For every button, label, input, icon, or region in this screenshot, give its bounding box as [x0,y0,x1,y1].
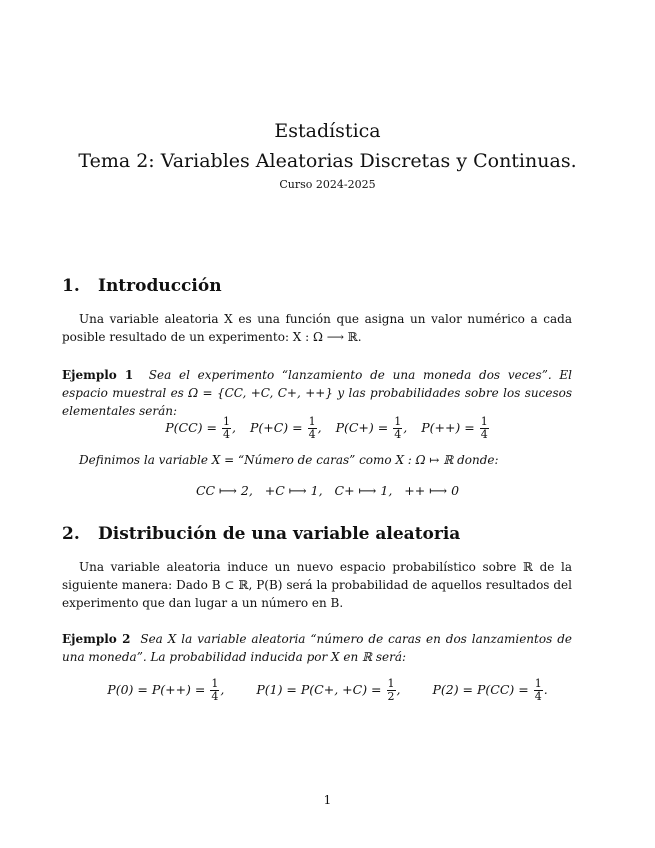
eq2-frac-p0: $\frac{1}{4}$ [211,677,219,703]
eq1-frac-cp: $\frac{1}{4}$ [394,415,402,441]
eq1-term-pp: P(++) = [421,420,475,435]
eq1-frac-cc: $\frac{1}{4}$ [223,415,230,441]
example-2-text: Sea X la variable aleatoria “número de caras en dos lanzamientos de una moneda”. La probabilidad inducida por X en ℝ será: [62,632,572,664]
eq2-p2: P(2) = P(CC) = [432,682,529,697]
eq1-term-cp: P(C+) = [335,420,389,435]
section-1-title: Introducción [98,276,222,296]
course-label: Curso 2024-2025 [279,178,376,191]
section-1-paragraph: Una variable aleatoria X es una función que asigna un valor numérico a cada posible resultado de un experimento: X : Ω ⟶ ℝ. [62,312,572,344]
section-1-heading [62,276,222,296]
eq1-frac-pc: $\frac{1}{4}$ [308,415,316,441]
example-1-definition: Definimos la variable X = “Número de caras” como X : Ω ↦ ℝ donde: [79,453,499,467]
section-2-number: 2. [62,524,80,544]
document-subtitle: Tema 2: Variables Aleatorias Discretas y Continuas. [78,150,577,172]
section-1-number: 1. [62,276,80,296]
eq1-frac-pp: $\frac{1}{4}$ [480,415,488,441]
equation-probabilities: P(CC) = $\frac{1}{4}$ , P(+C) = $\frac{1}{4}$ , P(C+) = $\frac{1}{4}$ , P(++) = $\frac{1}{4}$ [165,415,488,441]
equation-induced-probability: P(0) = P(++) = $\frac{1}{4}$ , P(1) = P(C+, +C) = $\frac{1}{2}$ , P(2) = P(CC) = $\frac{1}{4}$ . [107,677,548,703]
eq2-p1: P(1) = P(C+, +C) = [256,682,382,697]
eq2-frac-p1: $\frac{1}{2}$ [387,677,395,703]
example-2 [62,630,572,666]
eq1-term-cc: P(CC) = [165,420,218,435]
section-2-title: Distribución de una variable aleatoria [98,524,461,544]
page-number: 1 [323,793,332,807]
eq2-p0: P(0) = P(++) = [107,682,206,697]
eq2-frac-p2: $\frac{1}{4}$ [534,677,542,703]
eq1-term-pc: P(+C) = [249,420,303,435]
example-1 [62,366,572,420]
section-2-heading [62,524,460,544]
example-2-label: Ejemplo 2 [62,632,131,646]
example-1-text: Sea el experimento “lanzamiento de una moneda dos veces”. El espacio muestral es Ω = {CC, +C, C+, ++} y las probabilidades sobre los sucesos elementales serán: [62,368,572,418]
equation-mapping: CC ⟼ 2, +C ⟼ 1, C+ ⟼ 1, ++ ⟼ 0 [195,483,460,498]
section-2-paragraph: Una variable aleatoria induce un nuevo espacio probabilístico sobre ℝ de la siguiente manera: Dado B ⊂ ℝ, P(B) será la probabilidad de aquellos resultados del experimento que dan lugar a un número en B. [62,560,572,610]
example-1-label: Ejemplo 1 [62,368,134,382]
document-title: Estadística [274,120,381,142]
